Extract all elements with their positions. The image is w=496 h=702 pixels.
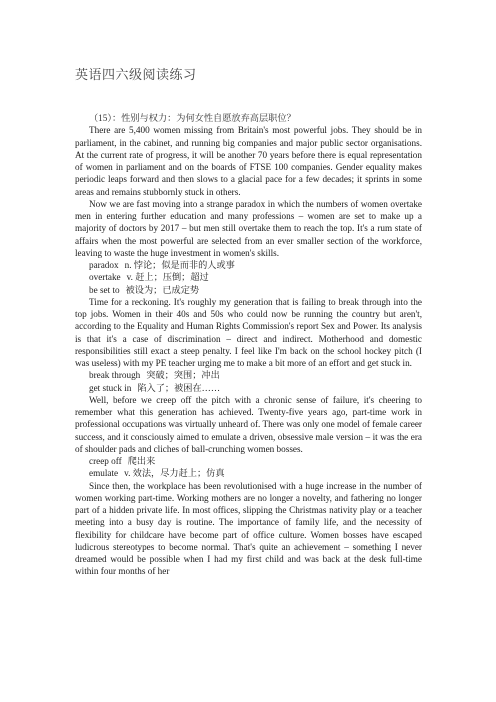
vocab-definition: 被设为；已成定势 [125, 284, 200, 295]
vocab-definition: 陷入了；被困在…… [137, 382, 221, 393]
vocab-term: get stuck in [89, 382, 132, 393]
paragraph: Now we are fast moving into a strange paradox in which the numbers of women overtake men in entering further education and many professions – women are set to make up a majority of doctors by 2017 – but men still overtake them to reach the top. It's a rum state of affairs when the most powerful are selected from an ever smaller section of the workforce, leaving to waste the huge investment in women's skills. [75, 198, 422, 258]
paragraph: There are 5,400 women missing from Britain's most powerful jobs. They should be in parliament, in the cabinet, and running big companies and major public sector organisations. At the current rate of progress, it will be another 70 years before there is equal representation of women in parliament and on the boards of FTSE 100 companies. Gender equality makes periodic leaps forward and then slows to a glacial pace for a few decades; it sprints in some areas and remains stubbornly stuck in others. [75, 125, 422, 197]
vocab-term: creep off [89, 456, 122, 466]
vocab-item [75, 455, 422, 467]
paragraph: Since then, the workplace has been revolutionised with a huge increase in the number of women working part-time. Working mothers are no longer a novelty, and fathering no longer part of a hidden private life. In most offices, slipping the Christmas nativity play or a teacher meeting into a busy day is routine. The importance of family life, and the necessity of flexibility for childcare have become part of office culture. Women bosses have escaped ludicrous stereotypes to become normal. That's quite an achievement – something I never dreamed would be possible when I had my first child and was back at the desk full-time within four months of her [75, 480, 422, 577]
vocab-term: paradox [89, 260, 119, 270]
vocab-item [75, 369, 422, 381]
vocab-definition: v. 赶上；压倒；超过 [126, 272, 209, 283]
vocab-item [75, 259, 422, 271]
paragraph: Well, before we creep off the pitch with a chronic sense of failure, it's cheering to remember what this generation has achieved. Twenty-five years ago, part-time work in professional occupations was virtually unheard of. There was only one model of female career success, and it consciously aimed to emulate a driven, obsessive male version – it was the era of shoulder pads and cliches of ball-crunching women bosses. [75, 394, 422, 454]
vocab-term: break through [89, 370, 141, 381]
vocab-definition: 突破；突围；冲出 [146, 370, 220, 381]
document-title: 英语四六级阅读练习 [75, 68, 197, 83]
vocab-term: overtake [89, 272, 121, 283]
article-subtitle: （15）：性别与权力：为何女性自愿放弃高层职位？ [89, 113, 296, 123]
vocab-definition: 爬出来 [127, 456, 156, 466]
vocab-item [75, 284, 422, 296]
vocab-item [75, 467, 422, 479]
vocab-item [75, 271, 422, 283]
vocab-term: emulate [89, 468, 119, 479]
vocab-definition: n. 悖论；似是而非的人或事 [124, 260, 235, 270]
article-body [75, 112, 422, 578]
vocab-definition: v. 效法，尽力赶上；仿真 [124, 468, 225, 479]
vocab-item [75, 382, 422, 394]
paragraph: Time for a reckoning. It's roughly my generation that is failing to break through into the top jobs. Women in their 40s and 50s who could now be running the country but aren't, according to the Equality and Human Rights Commission's report Sex and Power. Its analysis is that it's a case of discrimination – direct and indirect. Motherhood and domestic responsibilities still exact a steep penalty. I feel like I'm back on the school hockey pitch (I was useless) with my PE teacher urging me to make a bit more of an effort and get stuck in. [75, 296, 422, 368]
vocab-term: be set to [89, 284, 120, 295]
